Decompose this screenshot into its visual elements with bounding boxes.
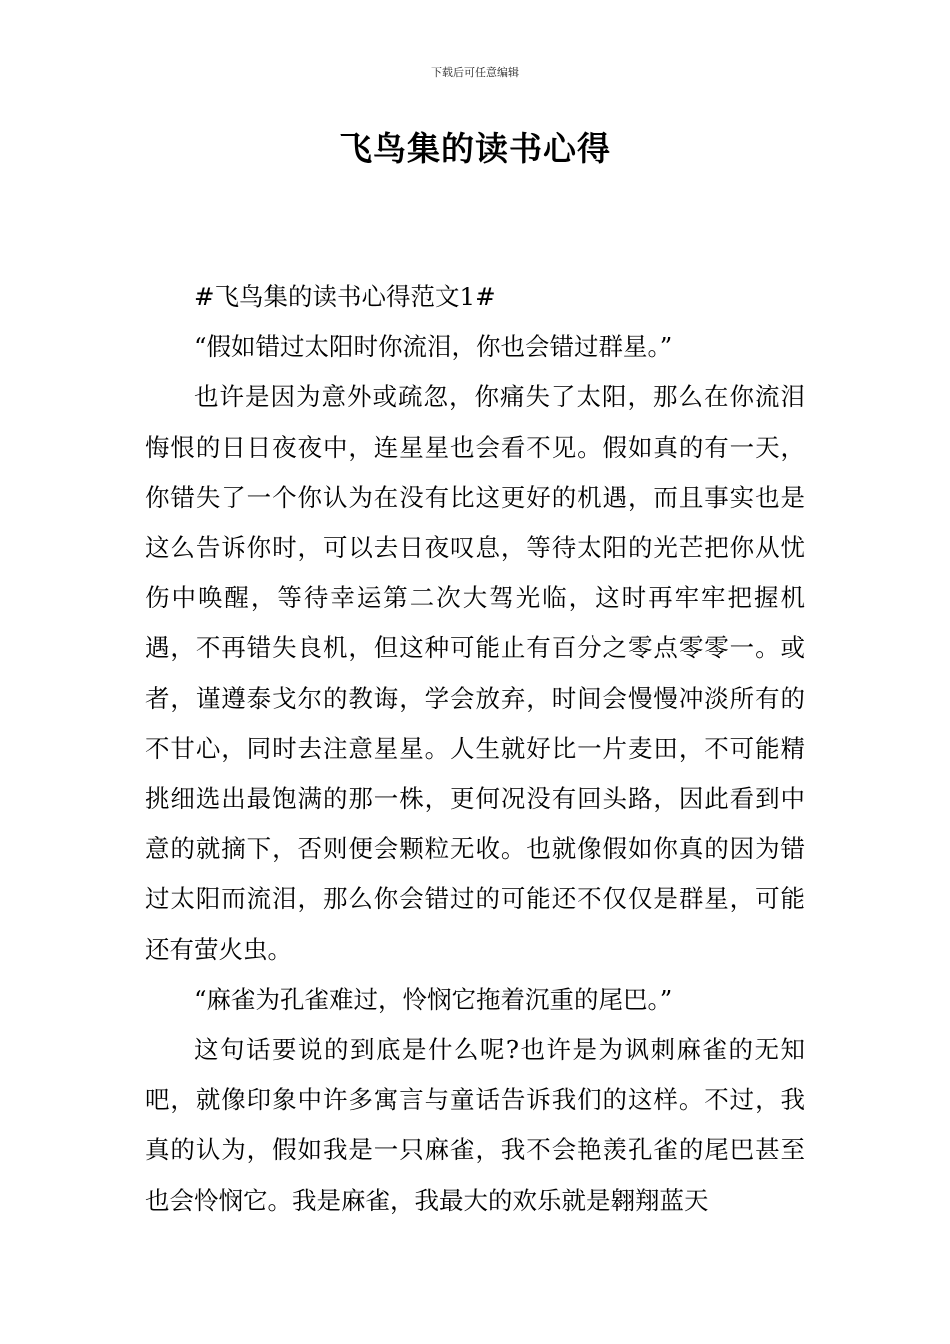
quote-paragraph: “麻雀为孔雀难过，怜悯它拖着沉重的尾巴。” xyxy=(194,984,673,1014)
document-body xyxy=(145,272,805,1226)
body-paragraph: 这句话要说的到底是什么呢?也许是为讽刺麻雀的无知吧，就像印象中许多寓言与童话告诉我们的这样。不过，我真的认为，假如我是一只麻雀，我不会艳羡孔雀的尾巴甚至也会怜悯它。我是麻雀，我最大的欢乐就是翱翔蓝天 xyxy=(145,1035,805,1215)
quote-paragraph: “假如错过太阳时你流泪，你也会错过群星。” xyxy=(194,332,673,362)
header-note: 下载后可任意编辑 xyxy=(431,66,519,79)
body-paragraph: 也许是因为意外或疏忽，你痛失了太阳，那么在你流泪悔恨的日日夜夜中，连星星也会看不见。假如真的有一天，你错失了一个你认为在没有比这更好的机遇，而且事实也是这么告诉你时，可以去日夜叹息，等待太阳的光芒把你从忧伤中唤醒，等待幸运第二次大驾光临，这时再牢牢把握机遇，不再错失良机，但这种可能止有百分之零点零零一。或者，谨遵泰戈尔的教诲，学会放弃，时间会慢慢冲淡所有的不甘心，同时去注意星星。人生就好比一片麦田，不可能精挑细选出最饱满的那一株，更何况没有回头路，因此看到中意的就摘下，否则便会颗粒无收。也就像假如你真的因为错过太阳而流泪，那么你会错过的可能还不仅仅是群星，可能还有萤火虫。 xyxy=(145,382,805,964)
document-title: 飞鸟集的读书心得 xyxy=(339,129,611,168)
section-heading: #飞鸟集的读书心得范文1# xyxy=(194,282,496,311)
